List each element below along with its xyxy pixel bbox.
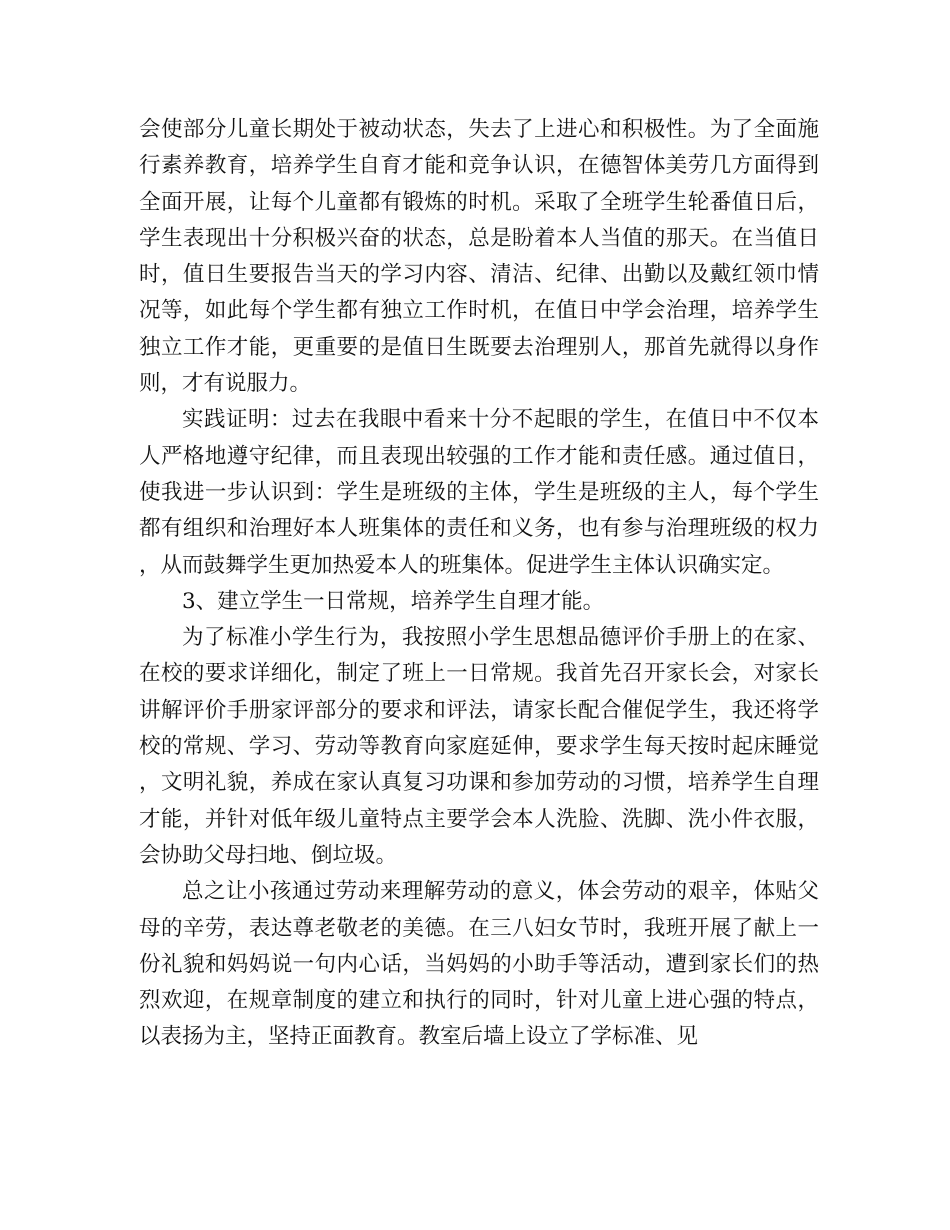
paragraph-2: 实践证明：过去在我眼中看来十分不起眼的学生，在值日中不仅本人严格地遵守纪律，而且表现出较强的工作才能和责任感。通过值日，使我进一步认识到：学生是班级的主体，学生是班级的主人，每个学生都有组织和治理好本人班集体的责任和义务，也有参与治理班级的权力，从而鼓舞学生更加热爱本人的班集体。促进学生主体认识确实定。 (139, 407, 819, 578)
paragraph-3: 为了标准小学生行为，我按照小学生思想品德评价手册上的在家、在校的要求详细化，制定了班上一日常规。我首先召开家长会，对家长讲解评价手册家评部分的要求和评法，请家长配合催促学生，我还将学校的常规、学习、劳动等教育向家庭延伸，要求学生每天按时起床睡觉，文明礼貌，养成在家认真复习功课和参加劳动的习惯，培养学生自理才能，并针对低年级儿童特点主要学会本人洗脸、洗脚、洗小件衣服，会协助父母扫地、倒垃圾。 (139, 625, 819, 868)
document-body (139, 112, 819, 1056)
paragraph-4: 总之让小孩通过劳动来理解劳动的意义，体会劳动的艰辛，体贴父母的辛劳，表达尊老敬老的美德。在三八妇女节时，我班开展了献上一份礼貌和妈妈说一句内心话，当妈妈的小助手等活动，遭到家长们的热烈欢迎，在规章制度的建立和执行的同时，针对儿童上进心强的特点，以表扬为主，坚持正面教育。教室后墙上设立了学标准、见 (139, 879, 819, 1050)
paragraph-1: 会使部分儿童长期处于被动状态，失去了上进心和积极性。为了全面施行素养教育，培养学生自育才能和竞争认识，在德智体美劳几方面得到全面开展，让每个儿童都有锻炼的时机。采取了全班学生轮番值日后，学生表现出十分积极兴奋的状态，总是盼着本人当值的那天。在当值日时，值日生要报告当天的学习内容、清洁、纪律、出勤以及戴红领巾情况等，如此每个学生都有独立工作时机，在值日中学会治理，培养学生独立工作才能，更重要的是值日生既要去治理别人，那首先就得以身作则，才有说服力。 (139, 117, 819, 397)
section-heading: 3、建立学生一日常规，培养学生自理才能。 (182, 588, 605, 614)
